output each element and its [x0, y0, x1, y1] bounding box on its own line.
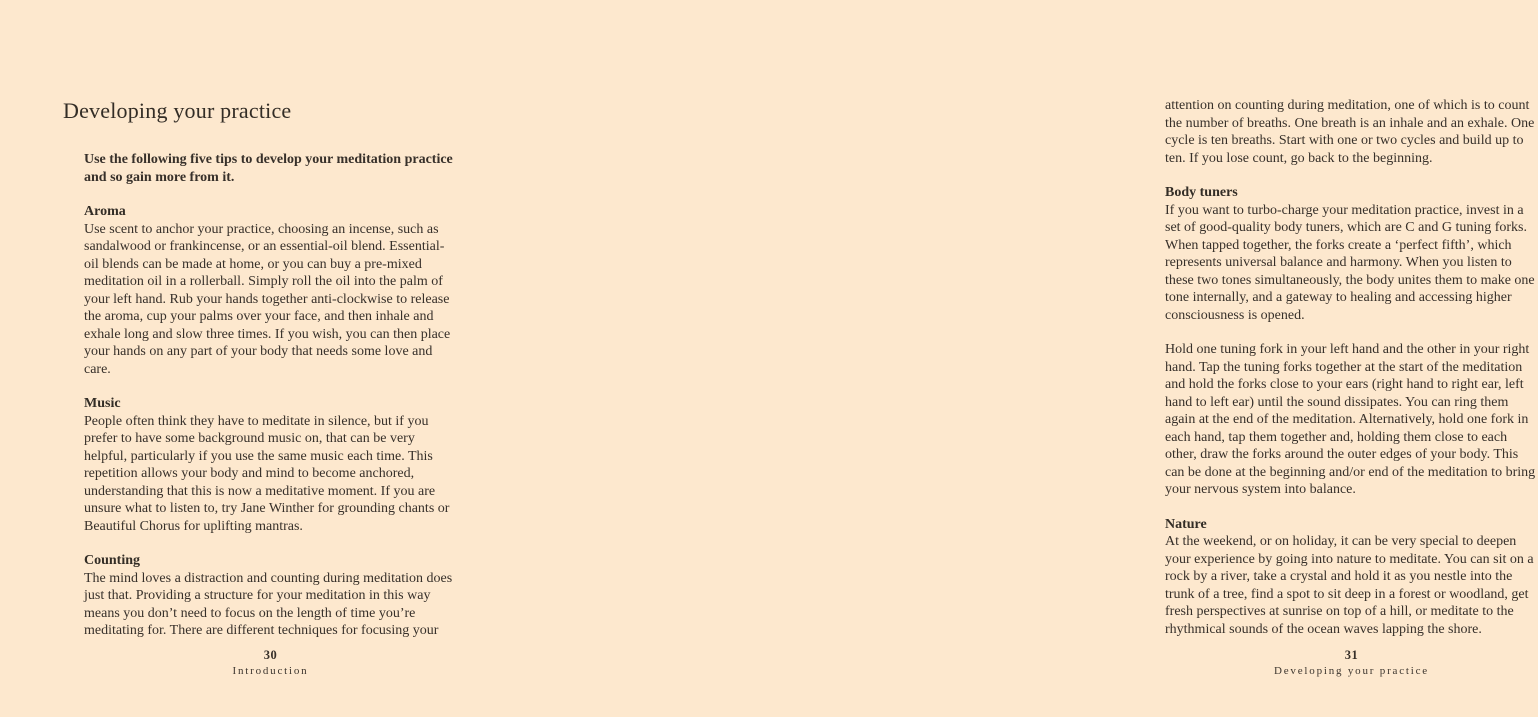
intro-paragraph: Use the following five tips to develop your meditation practice and so gain more from it. [84, 152, 453, 185]
section-paragraph: People often think they have to meditate in silence, but if you prefer to have some background music on, that can be very helpful, particularly if you use the same music each time. This repetition allows your body and mind to become anchored, understanding that this is now a meditative moment. If you are unsure what to listen to, try Jane Winther for grounding chants or Beautiful Chorus for uplifting mantras. [84, 413, 450, 534]
right-text-column [1165, 97, 1538, 638]
left-page [0, 0, 540, 717]
page-number: 31 [1344, 648, 1359, 662]
left-text-column [84, 151, 457, 640]
continuation-paragraph: attention on counting during meditation, one of which is to count the number of breaths. One breath is an inhale and an exhale. One cycle is ten breaths. Start with one or two cycles and build up to ten. If you lose count, go back to the beginning. [1165, 98, 1535, 166]
section-paragraph: Use scent to anchor your practice, choosing an incense, such as sandalwood or frankincense, or an essential-oil blend. Essential-oil blends can be made at home, or you can buy a pre-mixed meditation oil in a rollerball. Simply roll the oil into the palm of your left hand. Rub your hands together anti-clockwise to release the aroma, cup your palms over your face, and then inhale and exhale long and slow three times. If you wish, you can then place your hands on any part of your body that needs some love and care. [84, 221, 451, 377]
section-heading-body-tuners: Body tuners [1165, 185, 1238, 200]
right-page [540, 0, 1536, 717]
page-number: 30 [263, 648, 278, 662]
section-heading-music: Music [84, 396, 121, 411]
left-page-footer [84, 647, 457, 679]
section-heading-nature: Nature [1165, 516, 1207, 532]
section-paragraph: Hold one tuning fork in your left hand and the other in your right hand. Tap the tuning forks together at the start of the meditation and hold the forks close to your ears (right hand to right ear, left hand to left ear) until the sound dissipates. You can ring them again at the end of the meditation. Alternatively, hold one fork in each hand, tap them together and, holding them close to each other, draw the forks around the outer edges of your body. This can be done at the beginning and/or end of the meditation to bring your nervous system into balance. [1165, 342, 1536, 497]
section-aroma [84, 203, 457, 378]
section-heading-counting: Counting [84, 553, 141, 568]
running-footer: Introduction [232, 665, 309, 677]
section-heading-aroma: Aroma [84, 204, 126, 219]
chapter-title: Developing your practice [63, 98, 292, 123]
section-counting [84, 552, 457, 640]
section-music [84, 395, 457, 535]
section-paragraph: The mind loves a distraction and counting during meditation does just that. Providing a structure for your meditation in this way means you don’t need to focus on the length of time you’re meditating for. There are different techniques for focusing your [84, 570, 453, 638]
right-page-footer [1165, 647, 1538, 679]
section-nature [1165, 516, 1538, 639]
section-body-tuners [1165, 184, 1538, 499]
section-paragraph: At the weekend, or on holiday, it can be very special to deepen your experience by going into nature to meditate. You can sit on a rock by a river, take a crystal and hold it as you nestle into the trunk of a tree, find a spot to sit deep in a forest or woodland, get fresh perspectives at sunrise on top of a hill, or meditate to the rhythmical sounds of the ocean waves lapping the shore. [1165, 534, 1534, 637]
running-footer: Developing your practice [1274, 665, 1429, 677]
section-paragraph: If you want to turbo-charge your meditation practice, invest in a set of good-quality body tuners, which are C and G tuning forks. When tapped together, the forks create a ‘perfect fifth’, which represents universal balance and harmony. When you listen to these two tones simultaneously, the body unites them to make one tone internally, and a gateway to healing and accessing higher consciousness is opened. [1165, 202, 1535, 323]
